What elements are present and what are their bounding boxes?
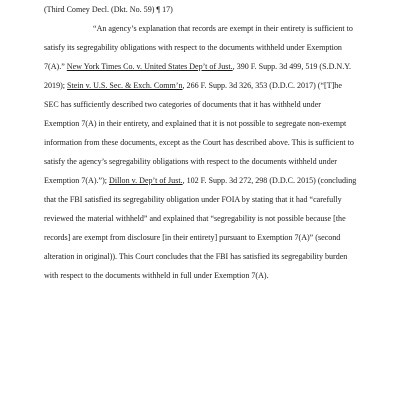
text-run: reviewed the material withheld” and explained that “segregability is not possible because [the (44, 214, 346, 223)
text-run: Exemption 7(A).”); (44, 176, 110, 185)
paragraph-line (44, 176, 356, 186)
paragraph-line (44, 100, 321, 110)
text-run: , 102 F. Supp. 3d 272, 298 (D.D.C. 2015) (concluding (182, 176, 357, 185)
paragraph-line (44, 62, 351, 72)
paragraph-line (44, 195, 342, 205)
paragraph-line (44, 252, 347, 262)
text-run: satisfy the agency’s segregability obligations with respect to the documents withheld under (44, 157, 337, 166)
paragraph-line (44, 119, 346, 129)
paragraph-line (44, 157, 337, 167)
text-run: alteration in original)). This Court concludes that the FBI has satisfied its segregability burden (44, 252, 348, 261)
text-run: (Third Comey Decl. (Dkt. No. 59) ¶ 17) (44, 5, 173, 14)
paragraph-line (44, 233, 340, 243)
text-run: that the FBI satisfied its segregability obligation under FOIA by stating that it had “carefully (44, 195, 342, 204)
text-run: , 266 F. Supp. 3d 326, 353 (D.D.C. 2017) (“[T]he (182, 81, 342, 90)
paragraph-line (44, 271, 269, 281)
text-run: “An agency’s explanation that records are exempt in their entirety is sufficient to (93, 24, 353, 33)
text-run: 2019); (44, 81, 68, 90)
text-run: Exemption 7(A) in their entirety, and explained that it is not possible to segregate non-exempt (44, 119, 347, 128)
case-citation: Stein v. U.S. Sec. & Exch. Comm’n (67, 81, 183, 90)
paragraph-line (44, 43, 342, 53)
text-run: satisfy its segregability obligations with respect to the documents withheld under Exemption (44, 43, 342, 52)
citation-line (44, 5, 173, 15)
text-run: , 390 F. Supp. 3d 499, 519 (S.D.N.Y. (232, 62, 352, 71)
text-run: information from these documents, except as the Court has described above. This is sufficient to (44, 138, 354, 147)
text-run: with respect to the documents withheld in full under Exemption 7(A). (44, 271, 269, 280)
text-run: records] are exempt from disclosure [in their entirety] pursuant to Exemption 7(A)” (second (44, 233, 341, 242)
text-run: 7(A).” (44, 62, 67, 71)
case-citation: New York Times Co. v. United States Dep’t of Just. (66, 62, 233, 71)
paragraph-line (44, 138, 354, 148)
text-run: SEC has sufficiently described two categories of documents that it has withheld under (44, 100, 321, 109)
paragraph-line (44, 81, 342, 91)
paragraph-line (44, 214, 346, 224)
case-citation: Dillon v. Dep’t of Just. (109, 176, 183, 185)
paragraph-first-line (93, 24, 353, 34)
